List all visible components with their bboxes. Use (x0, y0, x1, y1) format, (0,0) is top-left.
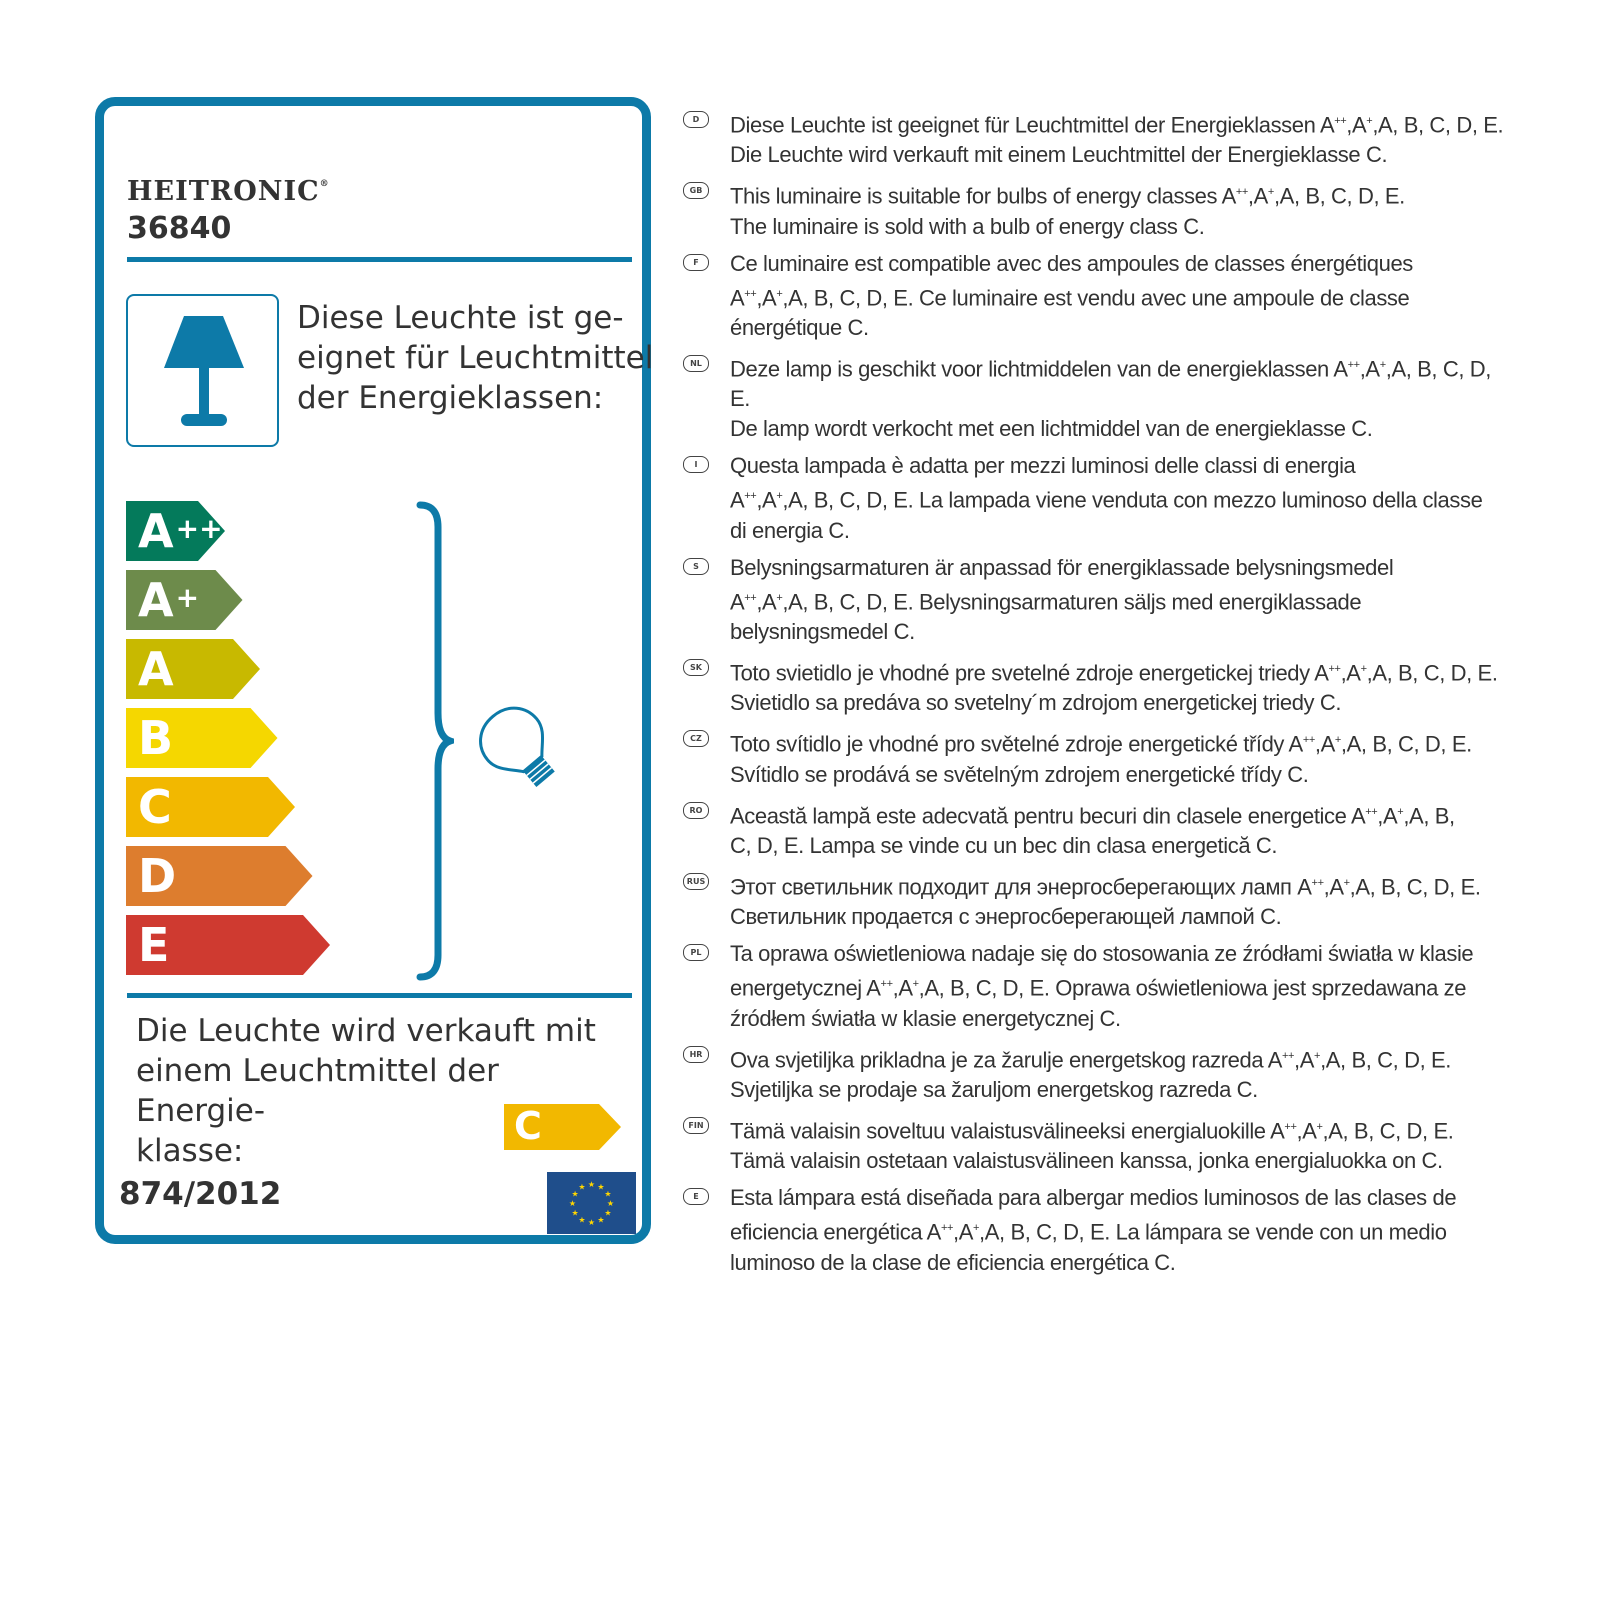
translation-text: Ce luminaire est compatible avec des ampoules de classes énergétiques A++,A+,A, B, C, D, E. Ce luminaire est vendu avec une ampoule de classe énergétique C. (730, 250, 1413, 340)
suitability-heading: Diese Leuchte ist ge- eignet für Leuchtmittel der Energieklassen: (297, 300, 654, 416)
energy-class-letter: D (138, 849, 177, 903)
translation-text: Esta lámpara está diseñada para albergar medios luminosos de las clases de eficiencia energética A++,A+,A, B, C, D, E. La lámpara se vende con un medio luminoso de la clase de eficiencia energética C. (730, 1185, 1457, 1275)
eu-star: ★ (587, 1218, 596, 1227)
eu-star: ★ (587, 1180, 596, 1189)
translation-rus (683, 868, 1513, 932)
translation-e (683, 1183, 1513, 1277)
energy-class-letter: B (138, 711, 174, 765)
translation-d (683, 106, 1513, 170)
eu-flag-icon (547, 1172, 636, 1234)
top-divider (127, 257, 632, 262)
model-number: 36840 (127, 211, 232, 246)
translation-text: Deze lamp is geschikt voor lichtmiddelen van de energieklassen A++,A+,A, B, C, D, E. De lamp wordt verkocht met een lichtmiddel van de energieklasse C. (730, 356, 1491, 442)
eu-star: ★ (604, 1208, 612, 1218)
translation-nl (683, 350, 1513, 444)
energy-class-letter: A (138, 642, 174, 696)
energy-class-letter: E (138, 918, 170, 972)
language-code-badge: S (683, 558, 709, 575)
translation-f (683, 249, 1513, 343)
translation-gb (683, 177, 1513, 241)
translation-text: Belysningsarmaturen är anpassad för energiklassade belysningsmedel A++,A+,A, B, C, D, E. Belysningsarmaturen säljs med energiklassade belysningsmedel C. (730, 554, 1394, 644)
regulation-number: 874/2012 (119, 1176, 282, 1212)
language-code-badge: FIN (683, 1117, 709, 1134)
translation-sk (683, 654, 1513, 718)
bottom-divider (127, 993, 632, 998)
language-code-badge: PL (683, 944, 709, 961)
language-code-badge: F (683, 254, 709, 271)
translation-text: Toto svítidlo je vhodné pro světelné zdroje energetické třídy A++,A+,A, B, C, D, E. Svítidlo se prodává se světelným zdrojem energetické třídy C. (730, 731, 1472, 787)
translation-text: This luminaire is suitable for bulbs of energy classes A++,A+,A, B, C, D, E. The luminaire is sold with a bulb of energy class C. (730, 183, 1405, 239)
translation-s (683, 553, 1513, 647)
translation-fin (683, 1112, 1513, 1176)
translation-i (683, 451, 1513, 545)
sold-class-arrow: C (504, 1104, 622, 1154)
lamp-icon-box (126, 294, 279, 447)
language-code-badge: CZ (683, 730, 709, 747)
language-code-badge: GB (683, 182, 709, 199)
language-code-badge: D (683, 111, 709, 128)
eu-star: ★ (604, 1189, 612, 1199)
language-code-badge: HR (683, 1046, 709, 1063)
translation-text: Ta oprawa oświetleniowa nadaje się do stosowania ze źródłami światła w klasie energetycznej A++,A+,A, B, C, D, E. Oprawa oświetleniowa jest sprzedawana ze źródłem światła w klasie energetycznej C. (730, 941, 1474, 1031)
translation-cz (683, 725, 1513, 789)
energy-class-letter: C (138, 780, 172, 834)
eu-star: ★ (597, 1215, 605, 1225)
range-brace (414, 501, 454, 981)
sold-with-text: Die Leuchte wird verkauft mit einem Leuchtmittel der Energie- klasse: (136, 1013, 596, 1169)
translation-text: Этот светильник подходит для энергосберегающих ламп A++,A+,A, B, C, D, E. Светильник продается с энергосберегающей лампой C. (730, 874, 1481, 930)
eu-star: ★ (568, 1199, 577, 1208)
eu-star: ★ (571, 1208, 579, 1218)
language-code-badge: I (683, 456, 709, 473)
table-lamp-icon (128, 296, 277, 445)
language-code-badge: RUS (683, 873, 709, 890)
eu-star: ★ (578, 1215, 586, 1225)
translations-list (683, 106, 1513, 1285)
eu-star: ★ (597, 1182, 605, 1192)
language-code-badge: E (683, 1188, 709, 1205)
brand-logo: HEITRONIC® (127, 176, 330, 207)
energy-label (95, 97, 654, 1244)
translation-text: Toto svietidlo je vhodné pre svetelné zdroje energetickej triedy A++,A+,A, B, C, D, E. Svietidlo sa predáva so svetelny´m zdrojom energetickej triedy C. (730, 660, 1498, 716)
translation-ro (683, 797, 1513, 861)
language-code-badge: RO (683, 802, 709, 819)
language-code-badge: SK (683, 659, 709, 676)
eu-star: ★ (571, 1189, 579, 1199)
energy-class-letter: A+ (138, 573, 200, 627)
translation-text: Tämä valaisin soveltuu valaistusvälineeksi energialuokille A++,A+,A, B, C, D, E. Tämä valaisin ostetaan valaistusvälineen kanssa, jonka energialuokka on C. (730, 1118, 1454, 1174)
language-code-badge: NL (683, 355, 709, 372)
translation-text: Această lampă este adecvată pentru becuri din clasele energetice A++,A+,A, B, C, D, E. Lampa se vinde cu un bec din clasa energetică C. (730, 802, 1455, 858)
energy-class-letter: A++ (138, 504, 223, 558)
translation-text: Ova svjetiljka prikladna je za žarulje energetskog razreda A++,A+,A, B, C, D, E. Svjetiljka se prodaje sa žaruljom energetskog razreda C. (730, 1046, 1451, 1102)
eu-star: ★ (578, 1182, 586, 1192)
light-bulb-icon (476, 704, 566, 794)
translation-text: Questa lampada è adatta per mezzi luminosi delle classi di energia A++,A+,A, B, C, D, E. La lampada viene venduta con mezzo luminoso della classe di energia C. (730, 453, 1483, 543)
translation-pl (683, 939, 1513, 1033)
eu-star: ★ (606, 1199, 615, 1208)
translation-text: Diese Leuchte ist geeignet für Leuchtmittel der Energieklassen A++,A+,A, B, C, D, E. Die Leuchte wird verkauft mit einem Leuchtmittel der Energieklasse C. (730, 112, 1504, 168)
translation-hr (683, 1041, 1513, 1105)
